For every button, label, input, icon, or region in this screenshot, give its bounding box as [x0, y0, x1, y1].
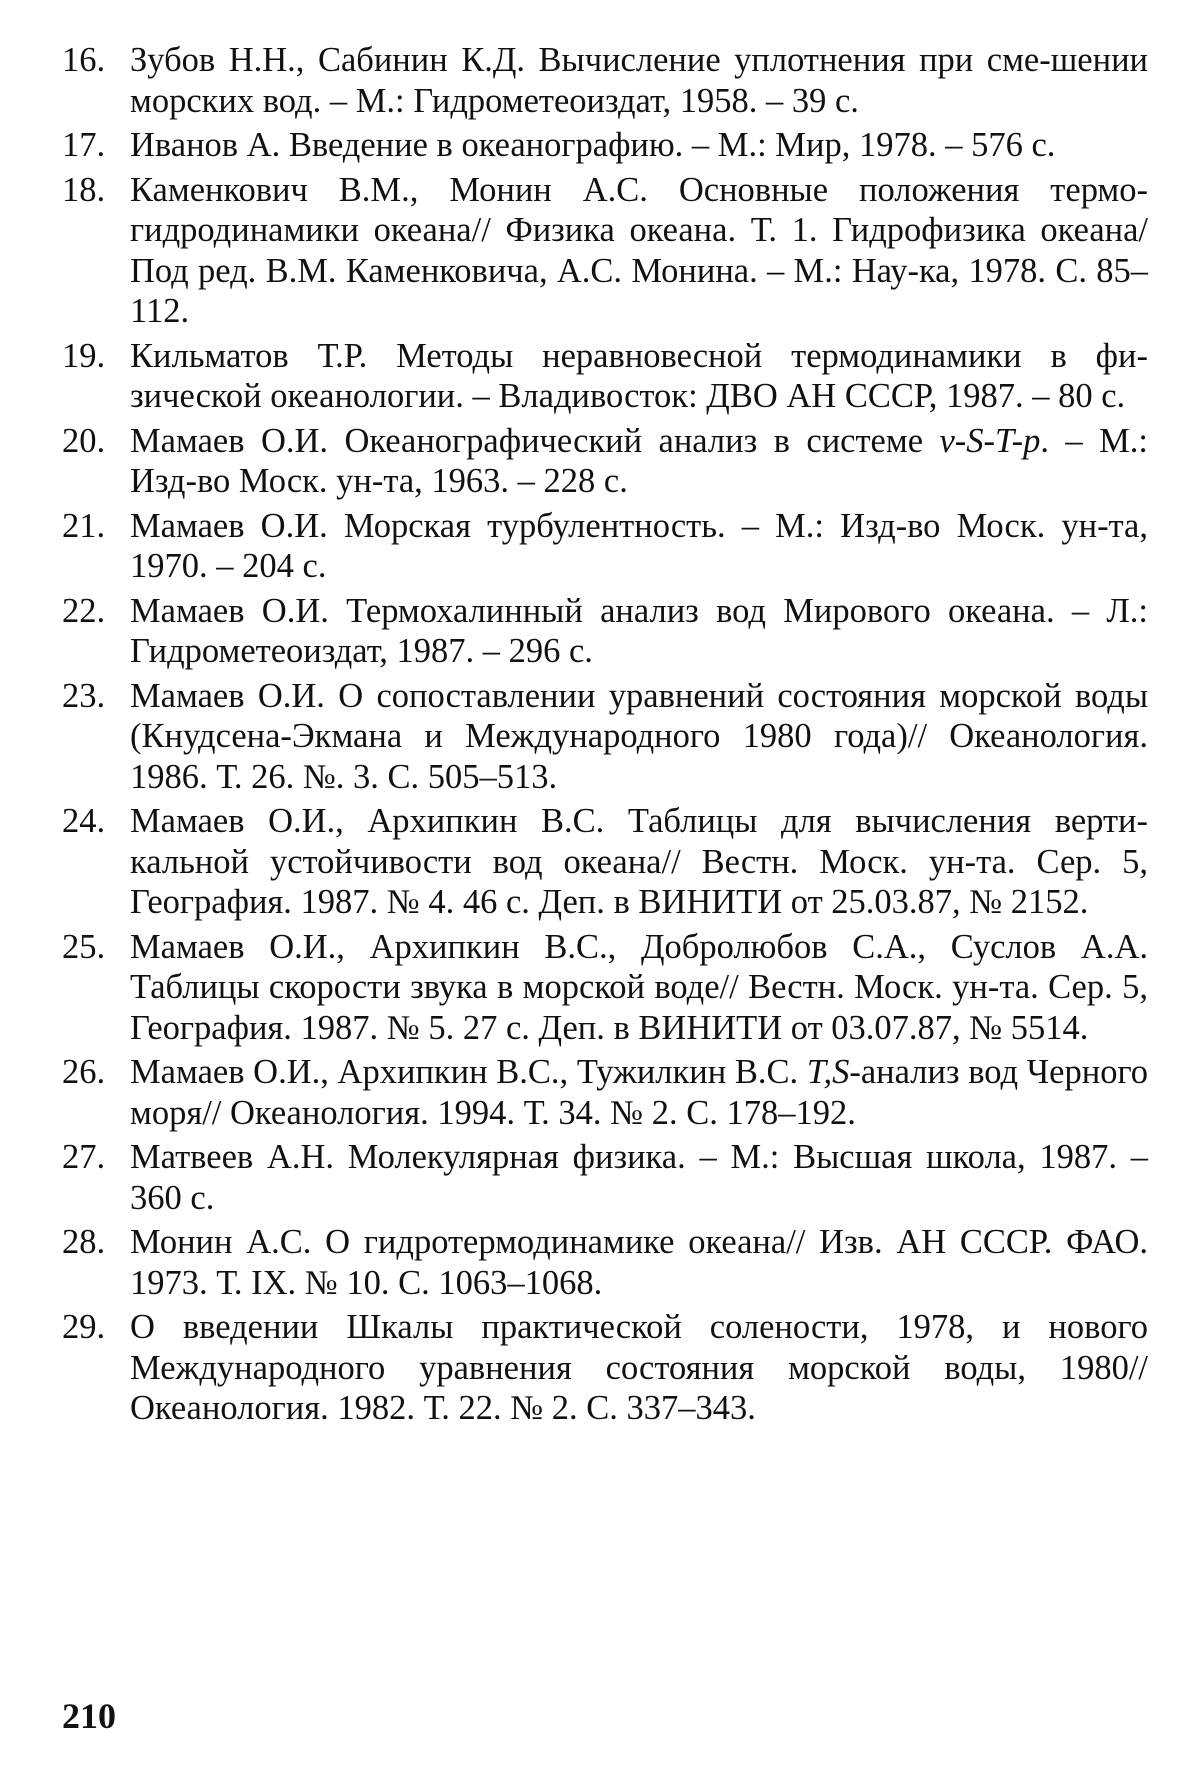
- reference-list: [62, 40, 1148, 1429]
- reference-number: 23.: [62, 676, 106, 715]
- reference-item: [62, 1222, 1148, 1303]
- reference-number: 26.: [62, 1053, 106, 1091]
- reference-text-part: Мамаев О.И. Океанографический анализ в системе: [130, 421, 940, 460]
- reference-text: Матвеев А.Н. Молекулярная физика. – М.: Высшая школа, 1987. – 360 с.: [130, 1138, 1148, 1217]
- reference-item: [62, 1137, 1148, 1218]
- reference-item: [62, 170, 1148, 332]
- reference-text: Кильматов Т.Р. Методы неравновесной термодинамики в фи-зической океанологии. – Владивосток: ДВО АН СССР, 1987. – 80 с.: [130, 336, 1148, 415]
- reference-text-italic: v-S-T-p: [939, 421, 1041, 460]
- reference-item: [62, 421, 1148, 502]
- reference-number: 28.: [62, 1223, 106, 1261]
- reference-number: 17.: [62, 126, 106, 164]
- reference-item: [62, 927, 1148, 1049]
- reference-text: Иванов А. Введение в океанографию. – М.: Мир, 1978. – 576 с.: [130, 126, 1056, 164]
- page-number: 210: [62, 1696, 116, 1736]
- reference-text: Мамаев О.И., Архипкин В.С., Добролюбов С.А., Суслов А.А. Таблицы скорости звука в морской воде// Вестн. Моск. ун-та. Сер. 5, География. 1987. № 5. 27 с. Деп. в ВИНИТИ от 03.07.87, № 5514.: [130, 927, 1148, 1047]
- reference-number: 18.: [62, 170, 106, 209]
- reference-text-part: Мамаев О.И., Архипкин В.С., Тужилкин В.С.: [130, 1053, 807, 1091]
- reference-item: [62, 1307, 1148, 1429]
- reference-text-part: -анализ вод Черного моря// Океанология. 1994. Т. 34. № 2. С. 178–192.: [130, 1053, 1148, 1132]
- reference-text: [130, 421, 1148, 502]
- reference-text: Каменкович В.М., Монин А.С. Основные положения термо-гидродинамики океана// Физика океана. Т. 1. Гидрофизика океана/ Под ред. В.М. Каменковича, А.С. Монина. – М.: Нау-ка, 1978. С. 85–112.: [130, 170, 1148, 330]
- reference-text: Монин А.С. О гидротермодинамике океана// Изв. АН СССР. ФАО. 1973. Т. IX. № 10. С. 1063–1068.: [130, 1223, 1148, 1302]
- reference-text: Зубов Н.Н., Сабинин К.Д. Вычисление уплотнения при сме-шении морских вод. – М.: Гидрометеоиздат, 1958. – 39 с.: [130, 41, 1148, 120]
- reference-number: 25.: [62, 927, 106, 966]
- book-page: [62, 40, 1148, 1736]
- reference-number: 19.: [62, 336, 106, 375]
- reference-item: [62, 40, 1148, 121]
- reference-item: [62, 676, 1148, 798]
- reference-item: [62, 591, 1148, 672]
- reference-text: [130, 1052, 1148, 1133]
- reference-text: Мамаев О.И. Термохалинный анализ вод Мирового океана. – Л.: Гидрометеоиздат, 1987. – 296 с.: [130, 591, 1148, 670]
- reference-item: [62, 801, 1148, 923]
- reference-item: [62, 1052, 1148, 1133]
- reference-number: 21.: [62, 506, 106, 545]
- reference-text: О введении Шкалы практической солености, 1978, и нового Международного уравнения состояния морской воды, 1980// Океанология. 1982. Т. 22. № 2. С. 337–343.: [130, 1308, 1148, 1427]
- reference-item: [62, 506, 1148, 587]
- reference-item: [62, 336, 1148, 417]
- reference-number: 27.: [62, 1138, 106, 1176]
- reference-number: 29.: [62, 1308, 106, 1346]
- reference-text-part: . – М.: Изд-во Моск. ун-та, 1963. – 228 с.: [130, 421, 1148, 500]
- reference-number: 22.: [62, 591, 106, 630]
- reference-text: Мамаев О.И., Архипкин В.С. Таблицы для вычисления верти-кальной устойчивости вод океана// Вестн. Моск. ун-та. Сер. 5, География. 1987. № 4. 46 с. Деп. в ВИНИТИ от 25.03.87, № 2152.: [130, 802, 1148, 921]
- reference-number: 16.: [62, 41, 106, 79]
- reference-item: [62, 125, 1148, 166]
- reference-text-italic: T,S: [806, 1053, 850, 1091]
- reference-number: 24.: [62, 802, 106, 840]
- reference-text: Мамаев О.И. О сопоставлении уравнений состояния морской воды (Кнудсена-Экмана и Международного 1980 года)// Океанология. 1986. Т. 26. №. 3. С. 505–513.: [130, 676, 1148, 796]
- reference-number: 20.: [62, 421, 106, 460]
- reference-text: Мамаев О.И. Морская турбулентность. – М.: Изд-во Моск. ун-та, 1970. – 204 с.: [130, 506, 1148, 585]
